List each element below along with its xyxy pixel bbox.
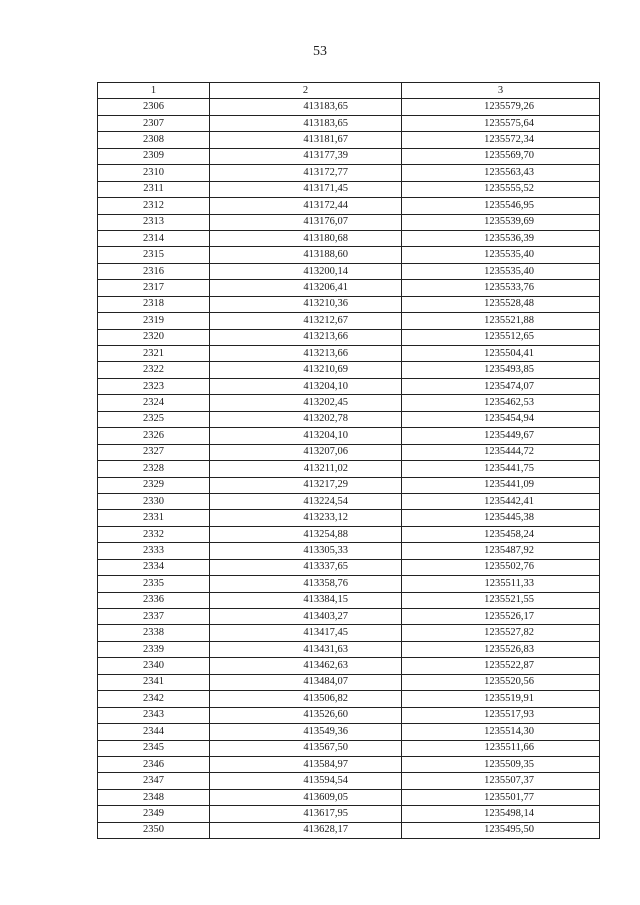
- y-coordinate-cell: 1235495,50: [402, 822, 600, 838]
- y-coordinate-cell: 1235572,34: [402, 132, 600, 148]
- y-coordinate-cell: 1235527,82: [402, 625, 600, 641]
- point-number-cell: 2310: [98, 165, 210, 181]
- x-coordinate-cell: 413233,12: [210, 510, 402, 526]
- y-coordinate-cell: 1235449,67: [402, 428, 600, 444]
- table-row: [98, 230, 600, 246]
- y-coordinate-cell: 1235535,40: [402, 263, 600, 279]
- table-row: [98, 346, 600, 362]
- point-number-cell: 2322: [98, 362, 210, 378]
- table-body: [98, 99, 600, 839]
- table-row: [98, 707, 600, 723]
- point-number-cell: 2350: [98, 822, 210, 838]
- page-number: 53: [313, 44, 327, 59]
- x-coordinate-cell: 413213,66: [210, 346, 402, 362]
- point-number-cell: 2337: [98, 609, 210, 625]
- y-coordinate-cell: 1235539,69: [402, 214, 600, 230]
- table-row: [98, 362, 600, 378]
- table-row: [98, 461, 600, 477]
- y-coordinate-cell: 1235569,70: [402, 148, 600, 164]
- y-coordinate-cell: 1235546,95: [402, 198, 600, 214]
- x-coordinate-cell: 413204,10: [210, 428, 402, 444]
- x-coordinate-cell: 413177,39: [210, 148, 402, 164]
- y-coordinate-cell: 1235441,75: [402, 461, 600, 477]
- point-number-cell: 2306: [98, 99, 210, 115]
- x-coordinate-cell: 413431,63: [210, 641, 402, 657]
- table-row: [98, 165, 600, 181]
- x-coordinate-cell: 413403,27: [210, 609, 402, 625]
- y-coordinate-cell: 1235487,92: [402, 543, 600, 559]
- point-number-cell: 2316: [98, 263, 210, 279]
- x-coordinate-cell: 413506,82: [210, 691, 402, 707]
- y-coordinate-cell: 1235526,83: [402, 641, 600, 657]
- point-number-cell: 2348: [98, 789, 210, 805]
- x-coordinate-cell: 413305,33: [210, 543, 402, 559]
- table-row: [98, 576, 600, 592]
- y-coordinate-cell: 1235517,93: [402, 707, 600, 723]
- table-row: [98, 658, 600, 674]
- table-row: [98, 198, 600, 214]
- x-coordinate-cell: 413202,78: [210, 411, 402, 427]
- point-number-cell: 2347: [98, 773, 210, 789]
- table-row: [98, 132, 600, 148]
- table-row: [98, 674, 600, 690]
- x-coordinate-cell: 413224,54: [210, 493, 402, 509]
- table-header-row: [98, 83, 600, 99]
- coordinates-table: [97, 82, 600, 839]
- y-coordinate-cell: 1235512,65: [402, 329, 600, 345]
- y-coordinate-cell: 1235444,72: [402, 444, 600, 460]
- y-coordinate-cell: 1235501,77: [402, 789, 600, 805]
- point-number-cell: 2336: [98, 592, 210, 608]
- table-row: [98, 411, 600, 427]
- table-row: [98, 756, 600, 772]
- x-coordinate-cell: 413172,44: [210, 198, 402, 214]
- column-header-1: 1: [98, 83, 210, 99]
- point-number-cell: 2332: [98, 526, 210, 542]
- x-coordinate-cell: 413176,07: [210, 214, 402, 230]
- point-number-cell: 2346: [98, 756, 210, 772]
- y-coordinate-cell: 1235563,43: [402, 165, 600, 181]
- table-row: [98, 115, 600, 131]
- x-coordinate-cell: 413628,17: [210, 822, 402, 838]
- y-coordinate-cell: 1235507,37: [402, 773, 600, 789]
- y-coordinate-cell: 1235504,41: [402, 346, 600, 362]
- table-row: [98, 641, 600, 657]
- point-number-cell: 2323: [98, 378, 210, 394]
- table-row: [98, 395, 600, 411]
- table-row: [98, 773, 600, 789]
- y-coordinate-cell: 1235498,14: [402, 806, 600, 822]
- point-number-cell: 2340: [98, 658, 210, 674]
- x-coordinate-cell: 413172,77: [210, 165, 402, 181]
- table-row: [98, 378, 600, 394]
- y-coordinate-cell: 1235493,85: [402, 362, 600, 378]
- point-number-cell: 2330: [98, 493, 210, 509]
- y-coordinate-cell: 1235533,76: [402, 280, 600, 296]
- point-number-cell: 2318: [98, 296, 210, 312]
- x-coordinate-cell: 413202,45: [210, 395, 402, 411]
- x-coordinate-cell: 413211,02: [210, 461, 402, 477]
- y-coordinate-cell: 1235474,07: [402, 378, 600, 394]
- y-coordinate-cell: 1235519,91: [402, 691, 600, 707]
- table-row: [98, 313, 600, 329]
- point-number-cell: 2309: [98, 148, 210, 164]
- point-number-cell: 2331: [98, 510, 210, 526]
- point-number-cell: 2324: [98, 395, 210, 411]
- table-row: [98, 247, 600, 263]
- y-coordinate-cell: 1235522,87: [402, 658, 600, 674]
- x-coordinate-cell: 413417,45: [210, 625, 402, 641]
- point-number-cell: 2338: [98, 625, 210, 641]
- x-coordinate-cell: 413462,63: [210, 658, 402, 674]
- table-row: [98, 740, 600, 756]
- x-coordinate-cell: 413567,50: [210, 740, 402, 756]
- y-coordinate-cell: 1235521,55: [402, 592, 600, 608]
- point-number-cell: 2317: [98, 280, 210, 296]
- point-number-cell: 2349: [98, 806, 210, 822]
- x-coordinate-cell: 413188,60: [210, 247, 402, 263]
- table-row: [98, 99, 600, 115]
- table-row: [98, 609, 600, 625]
- x-coordinate-cell: 413254,88: [210, 526, 402, 542]
- table-row: [98, 214, 600, 230]
- table-row: [98, 806, 600, 822]
- y-coordinate-cell: 1235521,88: [402, 313, 600, 329]
- point-number-cell: 2312: [98, 198, 210, 214]
- x-coordinate-cell: 413204,10: [210, 378, 402, 394]
- table-row: [98, 181, 600, 197]
- x-coordinate-cell: 413594,54: [210, 773, 402, 789]
- y-coordinate-cell: 1235535,40: [402, 247, 600, 263]
- table-row: [98, 263, 600, 279]
- point-number-cell: 2329: [98, 477, 210, 493]
- x-coordinate-cell: 413337,65: [210, 559, 402, 575]
- point-number-cell: 2344: [98, 724, 210, 740]
- table-row: [98, 280, 600, 296]
- table-row: [98, 822, 600, 838]
- x-coordinate-cell: 413549,36: [210, 724, 402, 740]
- point-number-cell: 2333: [98, 543, 210, 559]
- y-coordinate-cell: 1235575,64: [402, 115, 600, 131]
- y-coordinate-cell: 1235454,94: [402, 411, 600, 427]
- x-coordinate-cell: 413210,69: [210, 362, 402, 378]
- point-number-cell: 2326: [98, 428, 210, 444]
- table-row: [98, 543, 600, 559]
- table-row: [98, 493, 600, 509]
- point-number-cell: 2327: [98, 444, 210, 460]
- point-number-cell: 2321: [98, 346, 210, 362]
- point-number-cell: 2307: [98, 115, 210, 131]
- point-number-cell: 2320: [98, 329, 210, 345]
- point-number-cell: 2314: [98, 230, 210, 246]
- table-row: [98, 477, 600, 493]
- table-row: [98, 592, 600, 608]
- x-coordinate-cell: 413183,65: [210, 115, 402, 131]
- y-coordinate-cell: 1235458,24: [402, 526, 600, 542]
- y-coordinate-cell: 1235502,76: [402, 559, 600, 575]
- y-coordinate-cell: 1235511,66: [402, 740, 600, 756]
- y-coordinate-cell: 1235520,56: [402, 674, 600, 690]
- x-coordinate-cell: 413217,29: [210, 477, 402, 493]
- point-number-cell: 2308: [98, 132, 210, 148]
- table-row: [98, 148, 600, 164]
- point-number-cell: 2325: [98, 411, 210, 427]
- point-number-cell: 2345: [98, 740, 210, 756]
- table-row: [98, 296, 600, 312]
- x-coordinate-cell: 413171,45: [210, 181, 402, 197]
- point-number-cell: 2342: [98, 691, 210, 707]
- x-coordinate-cell: 413181,67: [210, 132, 402, 148]
- y-coordinate-cell: 1235442,41: [402, 493, 600, 509]
- y-coordinate-cell: 1235511,33: [402, 576, 600, 592]
- x-coordinate-cell: 413358,76: [210, 576, 402, 592]
- table-row: [98, 329, 600, 345]
- x-coordinate-cell: 413206,41: [210, 280, 402, 296]
- table-row: [98, 510, 600, 526]
- x-coordinate-cell: 413183,65: [210, 99, 402, 115]
- point-number-cell: 2335: [98, 576, 210, 592]
- y-coordinate-cell: 1235445,38: [402, 510, 600, 526]
- y-coordinate-cell: 1235526,17: [402, 609, 600, 625]
- x-coordinate-cell: 413212,67: [210, 313, 402, 329]
- table-row: [98, 789, 600, 805]
- x-coordinate-cell: 413526,60: [210, 707, 402, 723]
- column-header-3: 3: [402, 83, 600, 99]
- table-row: [98, 444, 600, 460]
- x-coordinate-cell: 413617,95: [210, 806, 402, 822]
- y-coordinate-cell: 1235514,30: [402, 724, 600, 740]
- x-coordinate-cell: 413584,97: [210, 756, 402, 772]
- table-row: [98, 724, 600, 740]
- point-number-cell: 2315: [98, 247, 210, 263]
- x-coordinate-cell: 413213,66: [210, 329, 402, 345]
- y-coordinate-cell: 1235536,39: [402, 230, 600, 246]
- x-coordinate-cell: 413210,36: [210, 296, 402, 312]
- point-number-cell: 2311: [98, 181, 210, 197]
- table-row: [98, 559, 600, 575]
- point-number-cell: 2339: [98, 641, 210, 657]
- column-header-2: 2: [210, 83, 402, 99]
- y-coordinate-cell: 1235441,09: [402, 477, 600, 493]
- point-number-cell: 2328: [98, 461, 210, 477]
- table-row: [98, 625, 600, 641]
- table-row: [98, 526, 600, 542]
- point-number-cell: 2341: [98, 674, 210, 690]
- x-coordinate-cell: 413384,15: [210, 592, 402, 608]
- x-coordinate-cell: 413200,14: [210, 263, 402, 279]
- point-number-cell: 2343: [98, 707, 210, 723]
- x-coordinate-cell: 413207,06: [210, 444, 402, 460]
- table-row: [98, 691, 600, 707]
- point-number-cell: 2334: [98, 559, 210, 575]
- x-coordinate-cell: 413484,07: [210, 674, 402, 690]
- x-coordinate-cell: 413609,05: [210, 789, 402, 805]
- table-row: [98, 428, 600, 444]
- y-coordinate-cell: 1235528,48: [402, 296, 600, 312]
- x-coordinate-cell: 413180,68: [210, 230, 402, 246]
- y-coordinate-cell: 1235579,26: [402, 99, 600, 115]
- point-number-cell: 2313: [98, 214, 210, 230]
- y-coordinate-cell: 1235555,52: [402, 181, 600, 197]
- y-coordinate-cell: 1235462,53: [402, 395, 600, 411]
- y-coordinate-cell: 1235509,35: [402, 756, 600, 772]
- point-number-cell: 2319: [98, 313, 210, 329]
